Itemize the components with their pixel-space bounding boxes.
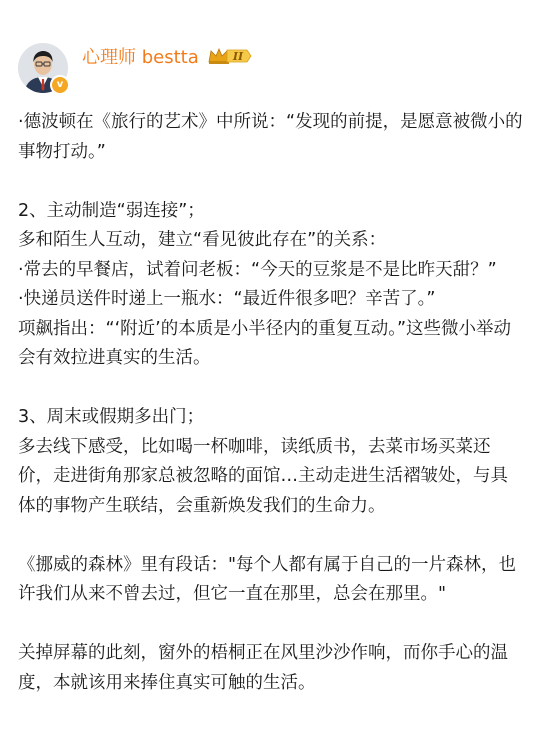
paragraph: 多和陌生人互动，建立“看见彼此存在”的关系：	[18, 230, 387, 250]
paragraph-spacer	[18, 167, 524, 197]
paragraph: 项飙指出：“‘附近’的本质是小半径内的重复互动。”这些微小举动会有效拉进真实的生活。	[18, 318, 512, 368]
verified-v-icon	[50, 75, 70, 95]
crown-level-badge[interactable]	[207, 46, 253, 66]
paragraph: ·德波顿在《旅行的艺术》中所说：“发现的前提，是愿意被微小的事物打动。”	[18, 112, 523, 162]
post-header	[18, 42, 253, 94]
post-body	[18, 108, 524, 698]
paragraph-spacer	[18, 374, 524, 404]
paragraph: 关掉屏幕的此刻，窗外的梧桐正在风里沙沙作响，而你手心的温度，本就该用来捧住真实可触的生活。	[18, 643, 508, 693]
paragraph: 3、周末或假期多出门；	[18, 407, 205, 427]
crown-icon	[207, 46, 253, 66]
paragraph: 《挪威的森林》里有段话："每个人都有属于自己的一片森林，也许我们从来不曾去过，但它一直在那里，总会在那里。"	[18, 554, 517, 604]
paragraph: ·快递员送件时递上一瓶水：“最近件很多吧？辛苦了。”	[18, 289, 436, 309]
paragraph-spacer	[18, 521, 524, 551]
username[interactable]: 心理师 bestta	[82, 47, 199, 68]
vip-level-text: II	[232, 50, 243, 63]
paragraph-spacer	[18, 610, 524, 640]
verified-label: v	[56, 79, 64, 90]
paragraph: 多去线下感受，比如喝一杯咖啡，读纸质书，去菜市场买菜还价，走进街角那家总被忽略的面馆…主动走进生活褶皱处，与具体的事物产生联结，会重新焕发我们的生命力。	[18, 436, 508, 516]
paragraph: 2、主动制造“弱连接”；	[18, 200, 205, 221]
avatar[interactable]	[18, 43, 68, 93]
paragraph: ·常去的早餐店，试着问老板：“今天的豆浆是不是比昨天甜？”	[18, 259, 497, 280]
